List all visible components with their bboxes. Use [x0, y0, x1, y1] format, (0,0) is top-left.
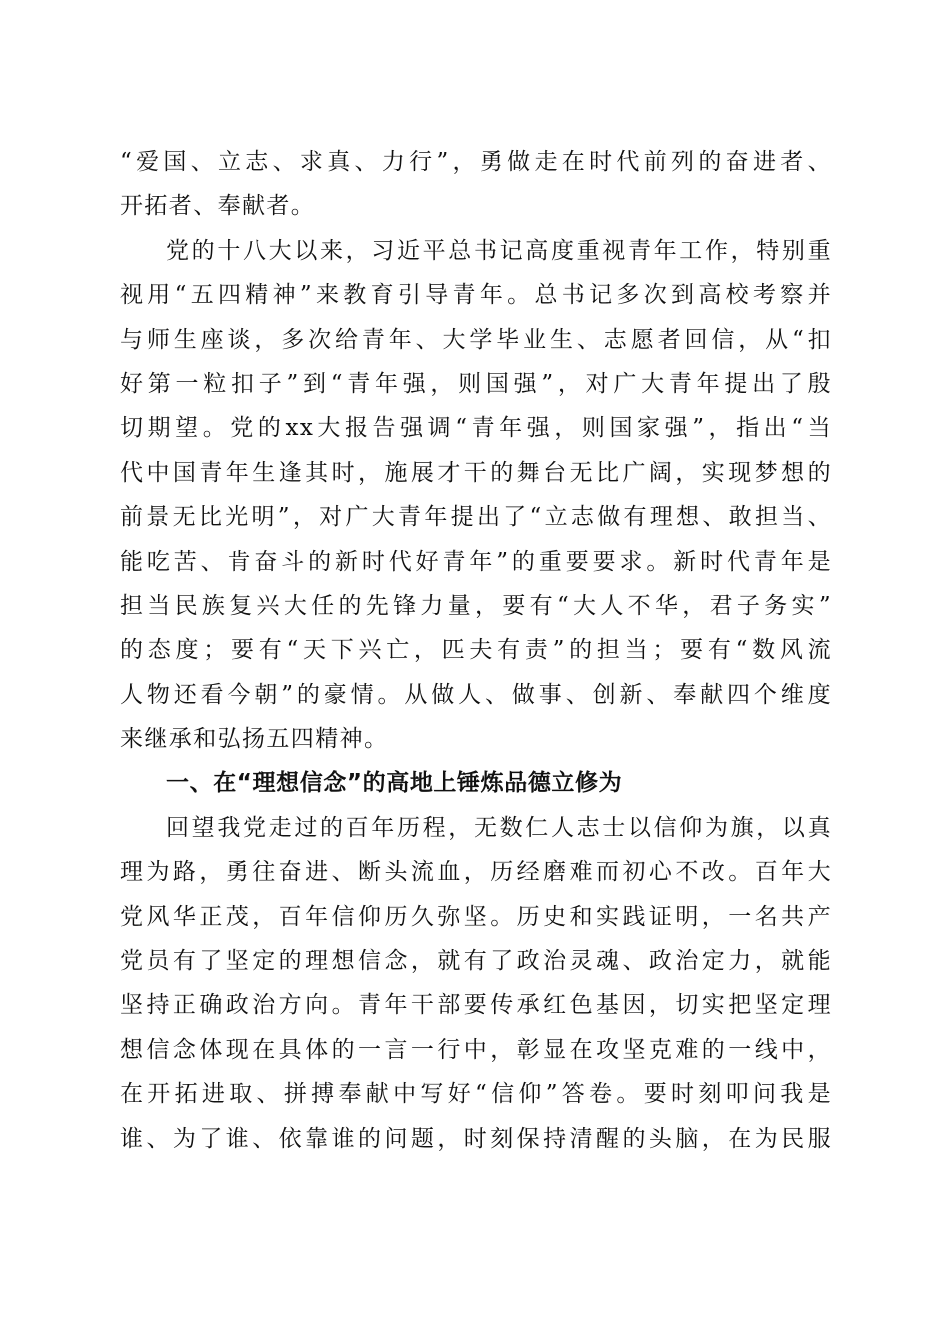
paragraph-start-line: 党的十八大以来，习近平总书记高度重视青年工作，特别重 [166, 237, 832, 264]
text-line: 人物还看今朝”的豪情。从做人、做事、创新、奉献四个维度 [120, 681, 832, 708]
document-body [120, 140, 832, 1161]
text-line: 与师生座谈，多次给青年、大学毕业生、志愿者回信，从“扣 [120, 326, 832, 353]
text-line: 视用“五四精神”来教育引导青年。总书记多次到高校考察并 [120, 282, 832, 309]
section-heading: 一、在“理想信念”的高地上锤炼品德立修为 [166, 770, 623, 797]
text-line: 前景无比光明”，对广大青年提出了“立志做有理想、敢担当、 [120, 504, 832, 531]
paragraph-start-line: 回望我党走过的百年历程，无数仁人志士以信仰为旗，以真 [166, 814, 832, 841]
text-line: 来继承和弘扬五四精神。 [120, 726, 389, 753]
text-line: 在开拓进取、拼搏奉献中写好“信仰”答卷。要时刻叩问我是 [120, 1081, 832, 1108]
text-line: 担当民族复兴大任的先锋力量，要有“大人不华，君子务实” [120, 592, 832, 619]
text-line: 理为路，勇往奋进、断头流血，历经磨难而初心不改。百年大 [120, 859, 832, 886]
text-line: 的态度；要有“天下兴亡，匹夫有责”的担当；要有“数风流 [120, 637, 832, 664]
text-line: 谁、为了谁、依靠谁的问题，时刻保持清醒的头脑，在为民服 [120, 1125, 832, 1152]
text-line: 党风华正茂，百年信仰历久弥坚。历史和实践证明，一名共产 [120, 903, 832, 930]
text-line: 坚持正确政治方向。青年干部要传承红色基因，切实把坚定理 [120, 992, 832, 1019]
text-line: 能吃苦、肯奋斗的新时代好青年”的重要要求。新时代青年是 [120, 548, 832, 575]
text-line: 切期望。党的xx大报告强调“青年强，则国家强”，指出“当 [120, 415, 832, 442]
text-line: 想信念体现在具体的一言一行中，彰显在攻坚克难的一线中， [120, 1036, 832, 1063]
text-line: “爱国、立志、求真、力行”，勇做走在时代前列的奋进者、 [120, 149, 832, 175]
text-line: 开拓者、奉献者。 [120, 193, 316, 220]
text-line: 代中国青年生逢其时，施展才干的舞台无比广阔，实现梦想的 [120, 459, 832, 486]
text-line: 好第一粒扣子”到“青年强，则国强”，对广大青年提出了殷 [120, 370, 832, 397]
text-line: 党员有了坚定的理想信念，就有了政治灵魂、政治定力，就能 [120, 948, 832, 975]
